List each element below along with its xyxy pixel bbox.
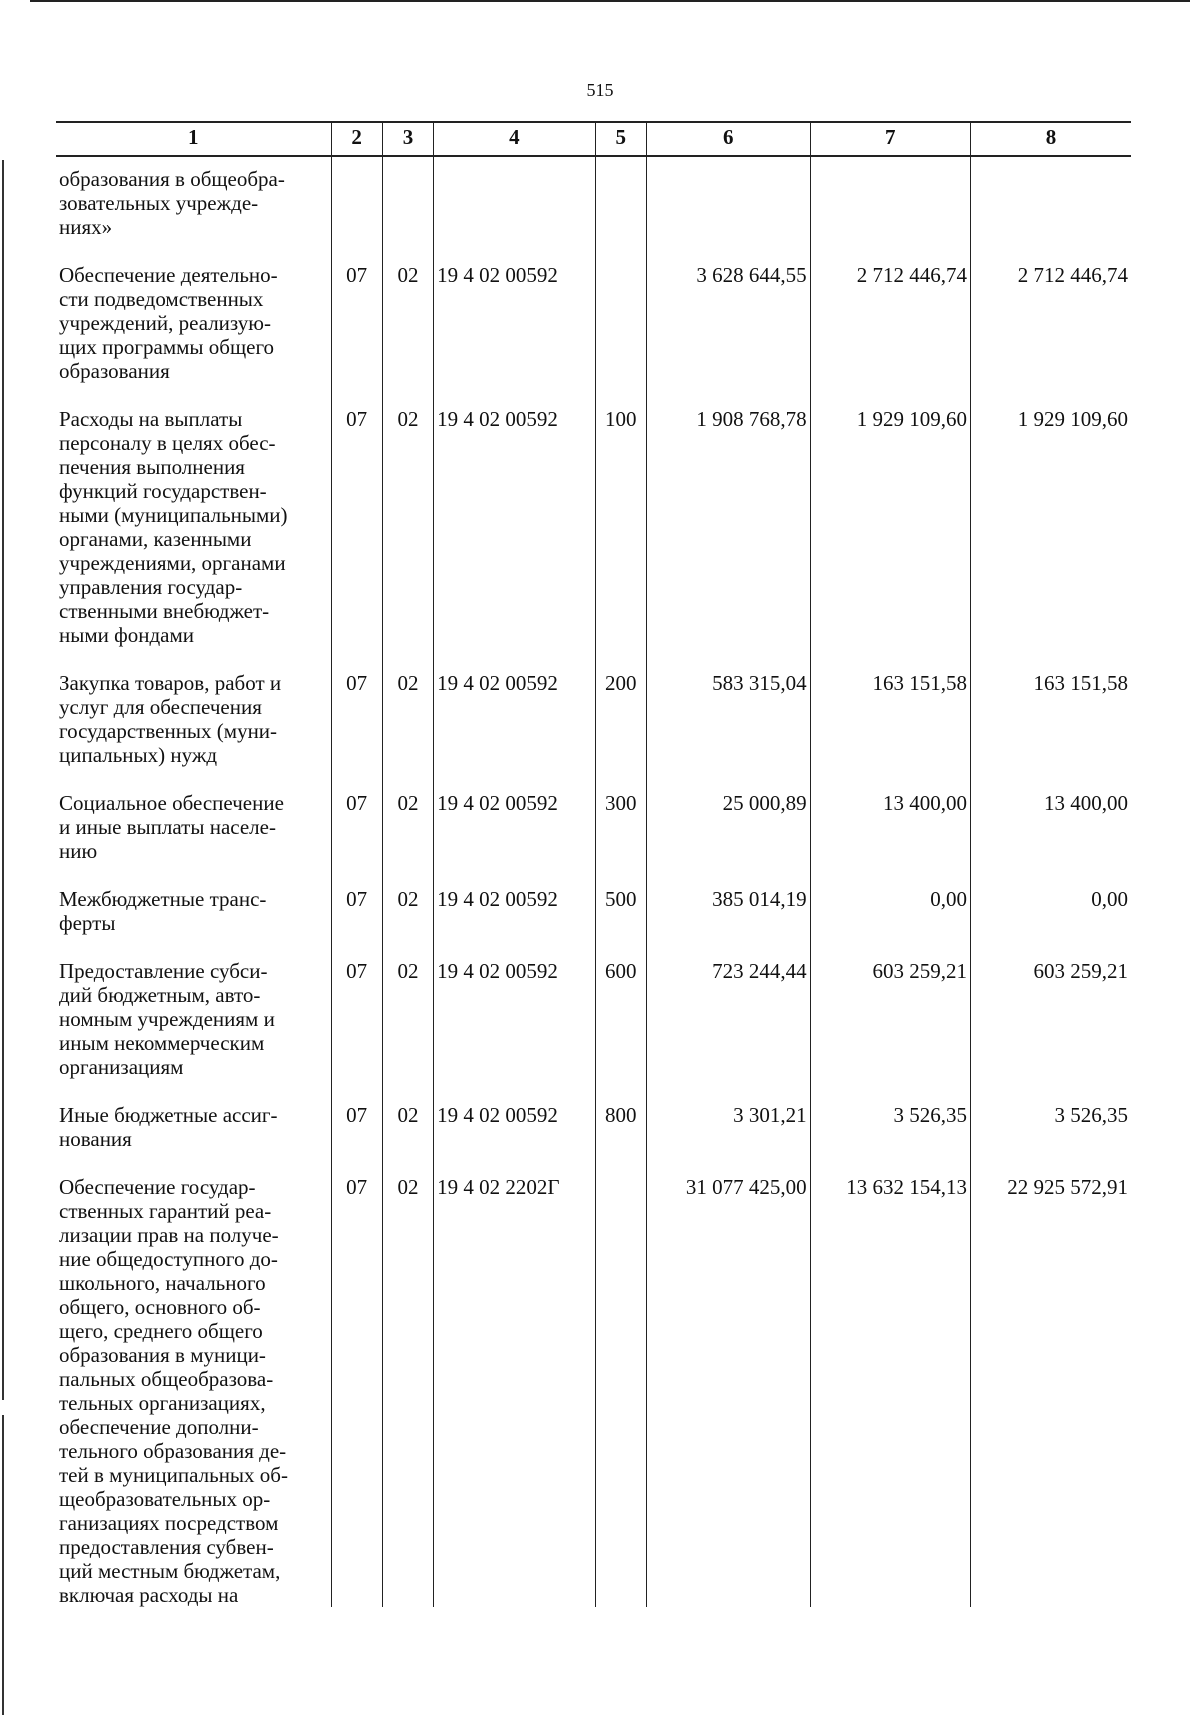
top-rule (30, 0, 1190, 2)
description-line: щеобразовательных ор- (59, 1487, 271, 1511)
row-description (56, 789, 331, 885)
budget-table (56, 121, 1131, 1607)
table-row (56, 1101, 1131, 1173)
table-row (56, 789, 1131, 885)
amount-col-8: 163 151,58 (971, 669, 1132, 789)
table-row (56, 405, 1131, 669)
description-line: ние общедоступного до- (59, 1247, 278, 1271)
description-line: печения выполнения (59, 455, 245, 479)
description-line: лизации прав на получе- (59, 1223, 279, 1247)
description-line: функций государствен- (59, 479, 267, 503)
target-article-code: 19 4 02 00592 (434, 789, 596, 885)
header-row (56, 122, 1131, 156)
header-col-3: 3 (382, 122, 433, 156)
row-description (56, 1173, 331, 1607)
table-row (56, 156, 1131, 261)
expense-type-code: 300 (595, 789, 646, 885)
amount-col-8: 22 925 572,91 (971, 1173, 1132, 1607)
amount-col-6: 3 628 644,55 (646, 261, 810, 405)
expense-type-code: 100 (595, 405, 646, 669)
description-line: образования в общеобра- (59, 167, 285, 191)
amount-col-6: 3 301,21 (646, 1101, 810, 1173)
subsection-code: 02 (382, 1173, 433, 1607)
target-article-code: 19 4 02 2202Г (434, 1173, 596, 1607)
expense-type-code (595, 261, 646, 405)
description-line: услуг для обеспечения (59, 695, 262, 719)
expense-type-code: 200 (595, 669, 646, 789)
description-line: иным некоммерческим (59, 1031, 265, 1055)
description-line: ственных гарантий реа- (59, 1199, 272, 1223)
row-description (56, 669, 331, 789)
description-line: включая расходы на (59, 1583, 239, 1607)
description-line: ными фондами (59, 623, 195, 647)
description-line: ципальных) нужд (59, 743, 218, 767)
description-line: учреждений, реализую- (59, 311, 271, 335)
description-line: ферты (59, 911, 116, 935)
amount-col-6: 583 315,04 (646, 669, 810, 789)
section-code: 07 (331, 789, 382, 885)
amount-col-8: 1 929 109,60 (971, 405, 1132, 669)
description-line: тей в муниципальных об- (59, 1463, 288, 1487)
description-line: организациям (59, 1055, 184, 1079)
left-margin-rule (2, 160, 4, 1400)
section-code: 07 (331, 1101, 382, 1173)
description-line: сти подведомственных (59, 287, 264, 311)
table-row (56, 1173, 1131, 1607)
section-code: 07 (331, 885, 382, 957)
amount-col-7: 2 712 446,74 (810, 261, 970, 405)
amount-col-8: 3 526,35 (971, 1101, 1132, 1173)
description-line: персоналу в целях обес- (59, 431, 276, 455)
page-number: 515 (586, 80, 614, 100)
amount-col-7: 1 929 109,60 (810, 405, 970, 669)
description-line: щих программы общего (59, 335, 275, 359)
target-article-code: 19 4 02 00592 (434, 1101, 596, 1173)
amount-col-7: 3 526,35 (810, 1101, 970, 1173)
amount-col-8: 0,00 (971, 885, 1132, 957)
description-line: Обеспечение деятельно- (59, 263, 278, 287)
description-line: зовательных учрежде- (59, 191, 259, 215)
description-line: органами, казенными (59, 527, 252, 551)
table-row (56, 957, 1131, 1101)
row-description (56, 405, 331, 669)
amount-col-8 (971, 156, 1132, 261)
row-description (56, 1101, 331, 1173)
description-line: Предоставление субси- (59, 959, 268, 983)
expense-type-code: 800 (595, 1101, 646, 1173)
amount-col-7: 13 632 154,13 (810, 1173, 970, 1607)
description-line: управления государ- (59, 575, 243, 599)
amount-col-6: 1 908 768,78 (646, 405, 810, 669)
description-line: и иные выплаты населе- (59, 815, 276, 839)
table-row (56, 261, 1131, 405)
description-line: Межбюджетные транс- (59, 887, 267, 911)
header-col-4: 4 (434, 122, 596, 156)
amount-col-8: 13 400,00 (971, 789, 1132, 885)
description-line: тельных организациях, (59, 1391, 266, 1415)
section-code: 07 (331, 261, 382, 405)
section-code (331, 156, 382, 261)
header-col-8: 8 (971, 122, 1132, 156)
amount-col-7: 603 259,21 (810, 957, 970, 1101)
amount-col-6: 385 014,19 (646, 885, 810, 957)
target-article-code: 19 4 02 00592 (434, 885, 596, 957)
subsection-code: 02 (382, 261, 433, 405)
expense-type-code (595, 156, 646, 261)
description-line: Закупка товаров, работ и (59, 671, 282, 695)
target-article-code: 19 4 02 00592 (434, 261, 596, 405)
description-line: дий бюджетным, авто- (59, 983, 261, 1007)
amount-col-7: 0,00 (810, 885, 970, 957)
description-line: щего, среднего общего (59, 1319, 263, 1343)
description-line: ганизациях посредством (59, 1511, 279, 1535)
row-description (56, 885, 331, 957)
header-col-1: 1 (56, 122, 331, 156)
subsection-code: 02 (382, 1101, 433, 1173)
amount-col-7: 13 400,00 (810, 789, 970, 885)
section-code: 07 (331, 957, 382, 1101)
row-description (56, 957, 331, 1101)
target-article-code: 19 4 02 00592 (434, 405, 596, 669)
amount-col-6: 25 000,89 (646, 789, 810, 885)
amount-col-8: 2 712 446,74 (971, 261, 1132, 405)
amount-col-6 (646, 156, 810, 261)
description-line: школьного, начального (59, 1271, 266, 1295)
description-line: нования (59, 1127, 132, 1151)
amount-col-8: 603 259,21 (971, 957, 1132, 1101)
subsection-code (382, 156, 433, 261)
description-line: образования (59, 359, 170, 383)
expense-type-code (595, 1173, 646, 1607)
amount-col-6: 723 244,44 (646, 957, 810, 1101)
subsection-code: 02 (382, 957, 433, 1101)
description-line: номным учреждениям и (59, 1007, 275, 1031)
description-line: государственных (муни- (59, 719, 278, 743)
description-line: ций местным бюджетам, (59, 1559, 281, 1583)
subsection-code: 02 (382, 885, 433, 957)
table-body (56, 156, 1131, 1607)
amount-col-6: 31 077 425,00 (646, 1173, 810, 1607)
expense-type-code: 600 (595, 957, 646, 1101)
description-line: ниях» (59, 215, 113, 239)
section-code: 07 (331, 1173, 382, 1607)
row-description (56, 261, 331, 405)
section-code: 07 (331, 405, 382, 669)
section-code: 07 (331, 669, 382, 789)
subsection-code: 02 (382, 789, 433, 885)
description-line: Расходы на выплаты (59, 407, 243, 431)
target-article-code: 19 4 02 00592 (434, 957, 596, 1101)
description-line: обеспечение дополни- (59, 1415, 259, 1439)
subsection-code: 02 (382, 669, 433, 789)
description-line: Обеспечение государ- (59, 1175, 256, 1199)
amount-col-7: 163 151,58 (810, 669, 970, 789)
amount-col-7 (810, 156, 970, 261)
header-col-6: 6 (646, 122, 810, 156)
description-line: предоставления субвен- (59, 1535, 274, 1559)
left-margin-rule-lower (2, 1415, 4, 1715)
description-line: пальных общеобразова- (59, 1367, 274, 1391)
row-description (56, 156, 331, 261)
expense-type-code: 500 (595, 885, 646, 957)
table-row (56, 669, 1131, 789)
description-line: тельного образования де- (59, 1439, 287, 1463)
header-col-2: 2 (331, 122, 382, 156)
description-line: нию (59, 839, 98, 863)
target-article-code: 19 4 02 00592 (434, 669, 596, 789)
header-col-5: 5 (595, 122, 646, 156)
description-line: Иные бюджетные ассиг- (59, 1103, 278, 1127)
description-line: ными (муниципальными) (59, 503, 288, 527)
table-row (56, 885, 1131, 957)
target-article-code (434, 156, 596, 261)
description-line: общего, основного об- (59, 1295, 261, 1319)
header-col-7: 7 (810, 122, 970, 156)
description-line: образования в муници- (59, 1343, 266, 1367)
description-line: ственными внебюджет- (59, 599, 270, 623)
description-line: учреждениями, органами (59, 551, 286, 575)
subsection-code: 02 (382, 405, 433, 669)
description-line: Социальное обеспечение (59, 791, 284, 815)
